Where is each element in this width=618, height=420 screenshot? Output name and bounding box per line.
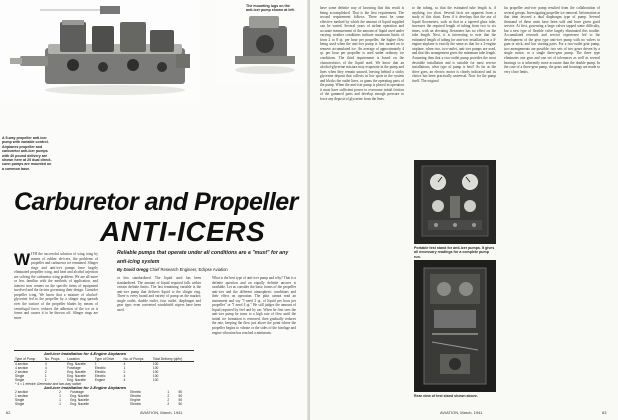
folio-left: AVIATION, March, 1941 <box>140 410 183 415</box>
table-cell: 2 <box>167 398 170 402</box>
column-2-text: or less standardized. The liquid used has been standardized. The amount of liquid required falls within certain definite limits. The last remaining variable is the anti-icer pump that delivers liquid to the slinger ring. There is every brand and variety of pump on the market; single outlet, double outlet, four outlet, diaphragm and gear type; even converted windshield wipers have been used. <box>117 276 201 312</box>
table-cell: Eng. Nacelle <box>70 402 89 406</box>
table-cell: Electric <box>94 370 106 374</box>
byline-author: By David Gregg <box>117 267 149 272</box>
table-cell: 2 <box>44 370 47 374</box>
right-column-3-text: las propeller anti-icer pump resulted from the collaboration of several groups. Investigating propeller ice removal. Information at that time favored a dual diaphragm type of pump. Several thousand of these units have been sold and have given good service. At first, governing a large valves tapped some difficulty, but a new type of flexible valve largely eliminated this trouble. Accumulated research and service experience led to the development of the gear type anti-icer pump with no valves to gum or stick, and low starting parts. For a two-outlet gear pump, two arrangements are possible: two sets of two gears driven by a single motor, or a single three-gear pump. The three type eliminates one gear and one set of tolerances as well as several bearings so is inherently more accurate than the double pump. In the case of a three-gear pump, the gears and housings are made to very close limits. <box>504 6 600 74</box>
anti-icer-pump-photo <box>0 0 200 100</box>
table-cell: Eng. Nacelle <box>67 362 86 366</box>
table-cell: 2 <box>167 402 170 406</box>
table-row <box>14 402 194 406</box>
table-cell: 100 <box>152 362 159 366</box>
right-column-1 <box>320 6 404 406</box>
article-column-1 <box>14 252 98 348</box>
table-cell: 1 <box>167 390 170 394</box>
right-column-2-text: to the tubing, so that the estimated tube length is, if anything, too short. Several facts are apparent from a study of this chart. Even if it develops that the use of liquid flowmeters, such as that in a tapered glass tube, increases the required length of tubing from two to six times, with an elevating flowmeter has no effect on the tube length. Next, it is interesting to note that the estimated length of tubing for anti-icer installation in a 4-engine airplane is exactly the same as that for a 2-engine airplane, when two, two-outlet, anti-icer pumps are used, and that this arrangement gives the minimum tube length. Assuming then that a two-outlet pump provides the most desirable installation and is suitable for most service installations, what type of pump is best? As far as the drive goes, an electric motor is clearly indicated and its choice has been practically universal. Now for the pump itself. The original <box>412 6 496 83</box>
table-cell: 50 <box>178 390 183 394</box>
test-stand-photo <box>414 160 496 244</box>
table-header-cell: Type of Drive <box>94 357 123 362</box>
table-1-title: Anti-icer Installation for 4-Engine Airplanes <box>44 351 127 356</box>
table-cell: 100 <box>152 374 159 378</box>
table-cell: Electric <box>94 366 106 370</box>
table-header-cell: No. Props <box>44 357 66 362</box>
table-cell: 100 <box>152 366 159 370</box>
table-header-cell: Type of Pump <box>14 357 44 362</box>
column-1-text: ITH the successful solution of wing icing by means of rubber de-icers, the problems of propeller and carburetor ice remained. Slinger rings and anti-icer pumps have largely eliminated propeller icing, and heat and alcohol injection are solving the carburetor icing problem. We are all more or less familiar with the methods of application, and interest now centers on the specific items of equipment involved and the factors governing their design. Consider propeller icing. We know that a mixture of alcohol-glycerine fed to the propeller by a slinger ring spreads over the surface of the propeller blades by means of centrifugal force, reduces the adhesion of the ice as it forms and causes it to be thrown off. Slinger rings are more <box>14 252 98 320</box>
right-column-1-text: have some definite way of knowing that this result is being accomplished. That is the first requirement. The second requirement follows. There must be some effective method by which the amount of liquid supplied can be varied. Several years of airline operation and accurate measurement of the amount of liquid used under varying weather conditions indicate maximum limits of from 2 to 8 qt. per hour per propeller, the higher flow being used when the anti-icer pump is first turned on to remove accumulated ice. An average of approximately 4 qt. per hour per propeller is used under ordinary ice conditions. The third requirement is based on the characteristics of the liquid used. We know that an alcohol-glycerine mixture may evaporate in the pump and lines when they remain unused, leaving behind a sticky glycerine deposit that collects in low spots in the system and blocks the outlet lines, or gums the operating parts of the pump. When the anti-icer pump is placed in operation it must have sufficient power to overcome initial friction of the gummed parts and develop enough pressure to force any deposit of glycerine from the lines. <box>320 6 404 101</box>
table-2-title: Anti-icer Installation for 2-Engine Airplanes <box>44 385 127 390</box>
table-cell: Electric <box>130 402 142 406</box>
table-cell: Eng. Nacelle <box>70 398 89 402</box>
table-cell: 1 section <box>15 394 29 398</box>
column-3-text: What is the best type of anti-icer pump and why? That is a definite question and an equally definite answer is available. Let us consider the basic forms of the propeller anti-icer and the different atmospheric conditions and their effect on operation. The pilot cannot read an instrument and say "I need 2 qt. of liquid per hour per propeller" or "I need 4 qt." He still judges the amount of liquid required by feel and by ear. When he first sees the anti-icer pump he turns to a high rate of flow until the initial ice formation is removed, then gradually reduces the rate, keeping the flow just above the point where the propeller begins to vibrate or the sides of the fuselage and engine vibration has reached a minimum. <box>212 276 296 335</box>
table-cell: 2 section <box>15 370 29 374</box>
byline <box>117 267 228 272</box>
table-cell: 1 <box>44 378 47 382</box>
page-number-right: 63 <box>602 410 607 415</box>
article-title-line-1: Carburetor and Propeller <box>14 188 298 216</box>
pump-illustration <box>0 0 200 100</box>
table-cell: 2 section <box>15 390 29 394</box>
table-cell: 1 <box>44 374 47 378</box>
portable-caption: Portable test stand for anti-icer pumps. It gives all necessary readings for a complete pump run. <box>414 246 495 259</box>
drop-cap: W <box>14 252 31 269</box>
table-cell: Eng. Nacelle <box>70 394 89 398</box>
table-cell: Single <box>15 402 25 406</box>
table-cell: 1 <box>59 402 61 406</box>
table-footnote: * 4 = 1 electric Generator and two-way switch <box>15 382 82 386</box>
table-cell: 4 <box>44 366 47 370</box>
table-cell: 2 <box>167 394 170 398</box>
table-cell: Electric <box>130 394 142 398</box>
rear-view-illustration <box>414 260 496 392</box>
table-cell: Eng. Nacelle <box>67 378 86 382</box>
table-cell: Engine <box>94 378 106 382</box>
table-header-cell: Total Delivery (qt/hr) <box>152 357 194 362</box>
table-cell: 2 <box>123 370 126 374</box>
article-deck: Reliable pumps that operate under all conditions are a "must" for any anti-icing system <box>117 250 289 265</box>
small-pump-caption: The mounting lugs on the anti-icer pump shown at left. <box>246 4 295 13</box>
article-column-3 <box>212 276 296 348</box>
table-cell: Fuselage <box>70 390 84 394</box>
table-cell: Single <box>15 374 25 378</box>
rear-caption: Rear view of test stand shown above. <box>414 394 478 398</box>
table-2 <box>14 390 194 406</box>
table-cell: Electric <box>130 390 142 394</box>
table-cell: Engine <box>130 398 141 402</box>
table-header-cell: Location <box>66 357 94 362</box>
article-title-line-2: ANTI-ICERS <box>100 216 266 247</box>
right-column-3 <box>504 6 600 406</box>
table-cell: 1 <box>59 394 61 398</box>
folio-right: AVIATION, March, 1941 <box>440 410 483 415</box>
right-page <box>310 0 618 420</box>
table-cell: 2 <box>59 390 61 394</box>
byline-role: Chief Research Engineer, Eclipse Aviation <box>149 267 228 272</box>
table-cell: Single <box>15 378 25 382</box>
table-cell: 4 section <box>15 366 29 370</box>
table-cell: 100 <box>152 370 159 374</box>
table-cell: Electric <box>94 374 106 378</box>
table-cell: 4 <box>44 362 47 366</box>
page-number-left: 62 <box>6 410 11 415</box>
table-cell: 50 <box>178 394 183 398</box>
table-cell: 1 <box>123 366 126 370</box>
table-cell: Eng. Nacelle <box>67 370 86 374</box>
table-1 <box>14 357 194 386</box>
table-cell: Fuselage <box>67 366 81 370</box>
table-cell: 4 section <box>15 362 29 366</box>
test-stand-illustration <box>414 160 496 244</box>
rear-view-photo <box>414 260 496 392</box>
table-cell: Single <box>15 398 25 402</box>
table-cell: 1 <box>94 362 97 366</box>
left-page <box>0 0 308 420</box>
table-cell: 4 <box>123 362 126 366</box>
article-column-2 <box>117 276 201 348</box>
right-column-2 <box>412 6 496 156</box>
pump-caption: A 5-way propeller anti-icer pump with variable control. Airplanes propeller and carburetor anti-icer pumps with 40 pound delivery are shown here at 20 dual direct-conn pumps are mounted on a common base. <box>2 136 52 171</box>
table-cell: 4 <box>123 374 126 378</box>
table-cell: 100 <box>152 378 159 382</box>
table-cell: 50 <box>178 402 183 406</box>
table-header-cell: No. of Pumps <box>122 357 151 362</box>
table-cell: 4 <box>123 378 126 382</box>
table-cell: 50 <box>178 398 183 402</box>
table-cell: Eng. Nacelle <box>67 374 86 378</box>
table-cell: 1 <box>59 398 61 402</box>
